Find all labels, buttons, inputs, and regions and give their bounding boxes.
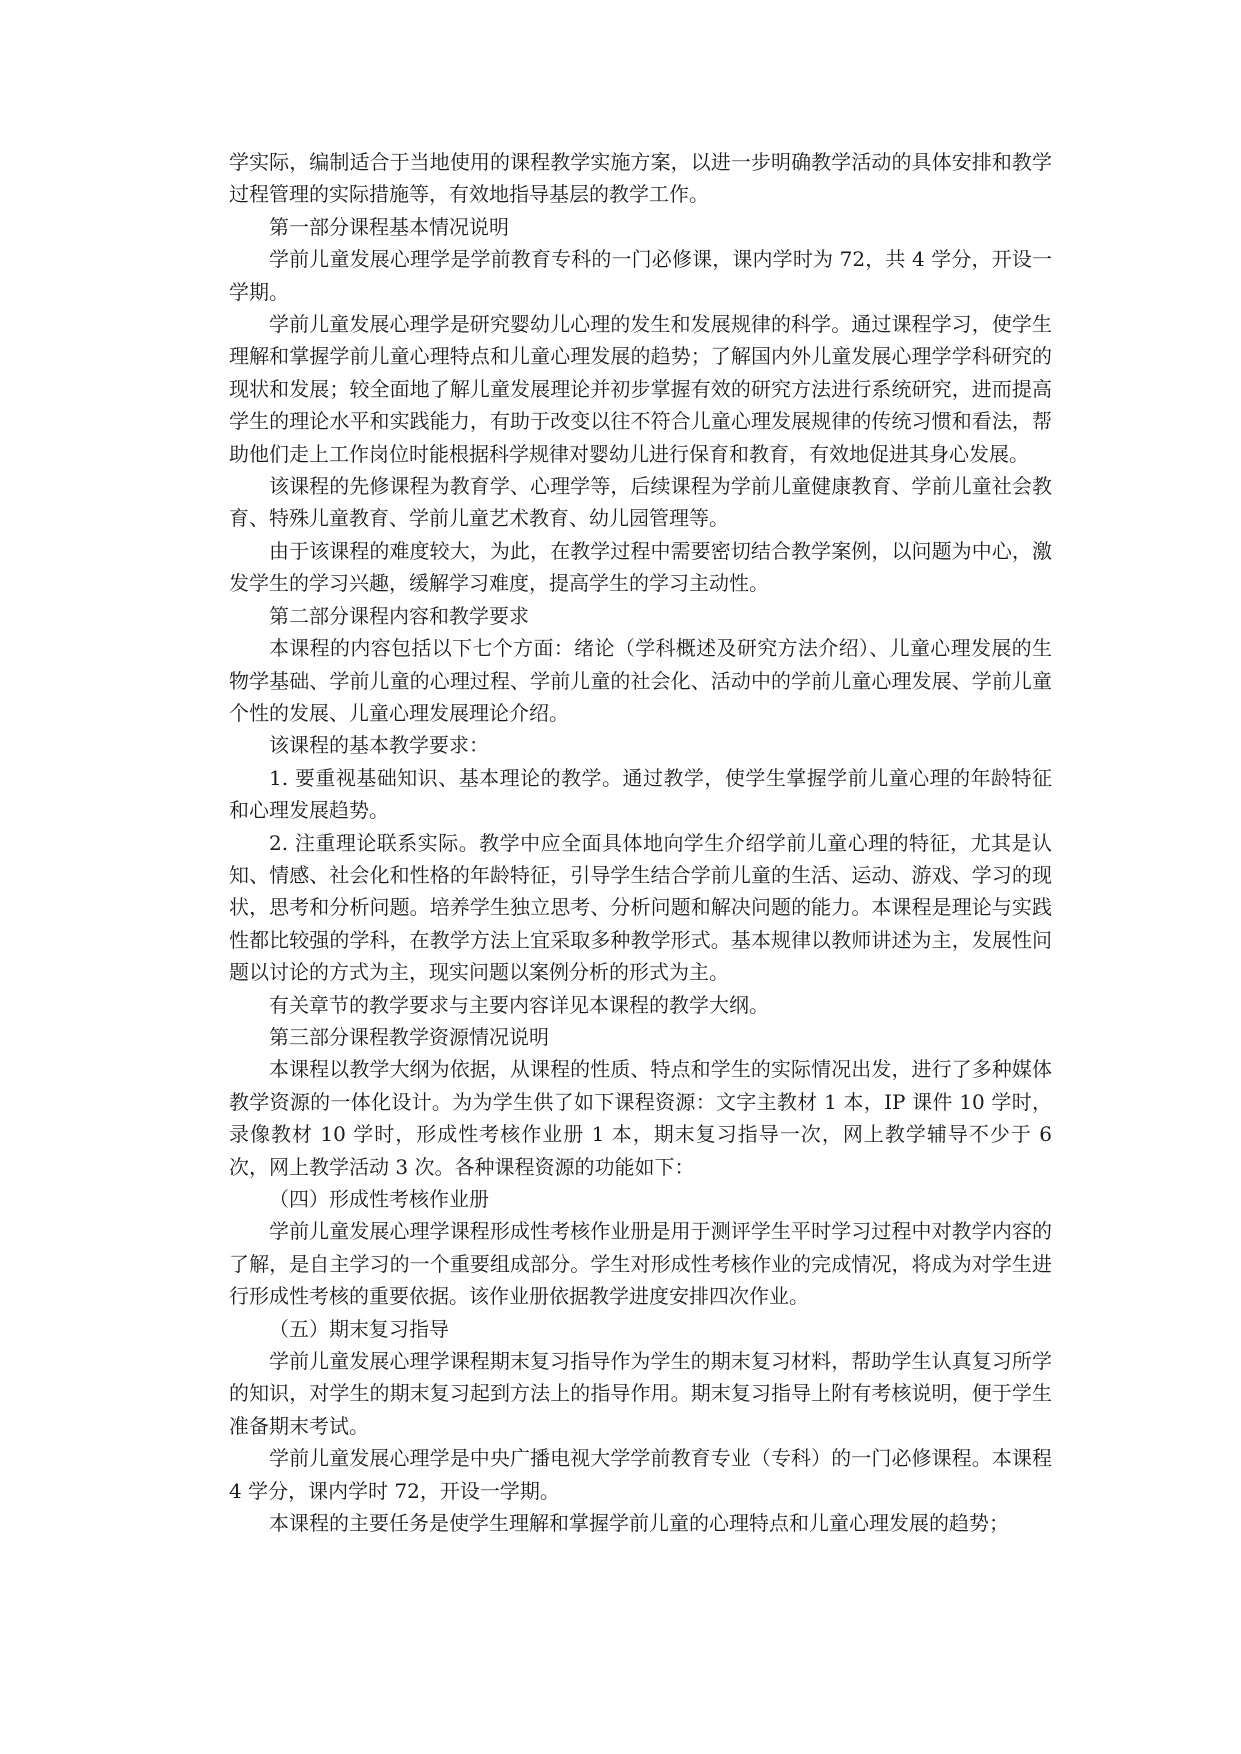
list-item: 1. 要重视基础知识、基本理论的教学。通过教学，使学生掌握学前儿童心理的年龄特征和心理发展趋势。	[229, 765, 1052, 823]
paragraph: 学前儿童发展心理学课程形成性考核作业册是用于测评学生平时学习过程中对教学内容的了解，是自主学习的一个重要组成部分。学生对形成性考核作业的完成情况，将成为对学生进行形成性考核的重要依据。该作业册依据教学进度安排四次作业。	[229, 1219, 1052, 1309]
section-heading-part-two: 第二部分课程内容和教学要求	[269, 603, 529, 628]
paragraph: 学实际，编制适合于当地使用的课程教学实施方案，以进一步明确教学活动的具体安排和教学过程管理的实际措施等，有效地指导基层的教学工作。	[229, 150, 1052, 207]
paragraph: 学前儿童发展心理学是中央广播电视大学学前教育专业（专科）的一门必修课程。本课程 4 学分，课内学时 72，开设一学期。	[229, 1446, 1052, 1503]
paragraph: 学前儿童发展心理学课程期末复习指导作为学生的期末复习材料，帮助学生认真复习所学的知识，对学生的期末复习起到方法上的指导作用。期末复习指导上附有考核说明，便于学生准备期末考试。	[229, 1349, 1052, 1438]
paragraph: 有关章节的教学要求与主要内容详见本课程的教学大纲。	[269, 992, 769, 1017]
paragraph: 该课程的基本教学要求：	[269, 733, 489, 758]
section-heading-part-one: 第一部分课程基本情况说明	[269, 214, 509, 239]
paragraph: 本课程的内容包括以下七个方面：绪论（学科概述及研究方法介绍）、儿童心理发展的生物学基础、学前儿童的心理过程、学前儿童的社会化、活动中的学前儿童心理发展、学前儿童个性的发展、儿童心理发展理论介绍。	[229, 636, 1052, 725]
paragraph: 学前儿童发展心理学是研究婴幼儿心理的发生和发展规律的科学。通过课程学习，使学生理解和掌握学前儿童心理特点和儿童心理发展的趋势；了解国内外儿童发展心理学学科研究的现状和发展；较全面地了解儿童发展理论并初步掌握有效的研究方法进行系统研究，进而提高学生的理论水平和实践能力，有助于改变以往不符合儿童心理发展规律的传统习惯和看法，帮助他们走上工作岗位时能根据科学规律对婴幼儿进行保育和教育，有效地促进其身心发展。	[229, 312, 1052, 466]
paragraph: 本课程以教学大纲为依据，从课程的性质、特点和学生的实际情况出发，进行了多种媒体教学资源的一体化设计。为为学生供了如下课程资源：文字主教材 1 本，IP 课件 10 学时，录像教材 10 学时，形成性考核作业册 1 本，期末复习指导一次，网上教学辅导不少于 6 次，网上教学活动 3 次。各种课程资源的功能如下：	[229, 1057, 1052, 1179]
list-item: 2. 注重理论联系实际。教学中应全面具体地向学生介绍学前儿童心理的特征，尤其是认知、情感、社会化和性格的年龄特征，引导学生结合学前儿童的生活、运动、游戏、学习的现状，思考和分析问题。培养学生独立思考、分析问题和解决问题的能力。本课程是理论与实践性都比较强的学科，在教学方法上宜采取多种教学形式。基本规律以教师讲述为主，发展性问题以讨论的方式为主，现实问题以案例分析的形式为主。	[229, 830, 1052, 985]
subsection-heading: （四）形成性考核作业册	[269, 1187, 489, 1211]
subsection-heading: （五）期末复习指导	[269, 1316, 449, 1341]
paragraph: 本课程的主要任务是使学生理解和掌握学前儿童的心理特点和儿童心理发展的趋势；	[269, 1511, 1009, 1536]
paragraph: 由于该课程的难度较大，为此，在教学过程中需要密切结合教学案例，以问题为中心，激发学生的学习兴趣，缓解学习难度，提高学生的学习主动性。	[229, 538, 1052, 596]
paragraph: 该课程的先修课程为教育学、心理学等，后续课程为学前儿童健康教育、学前儿童社会教育、特殊儿童教育、学前儿童艺术教育、幼儿园管理等。	[229, 474, 1052, 531]
section-heading-part-three: 第三部分课程教学资源情况说明	[269, 1024, 549, 1049]
paragraph: 学前儿童发展心理学是学前教育专科的一门必修课，课内学时为 72，共 4 学分，开设一学期。	[229, 247, 1052, 304]
document-body	[229, 146, 1052, 1539]
